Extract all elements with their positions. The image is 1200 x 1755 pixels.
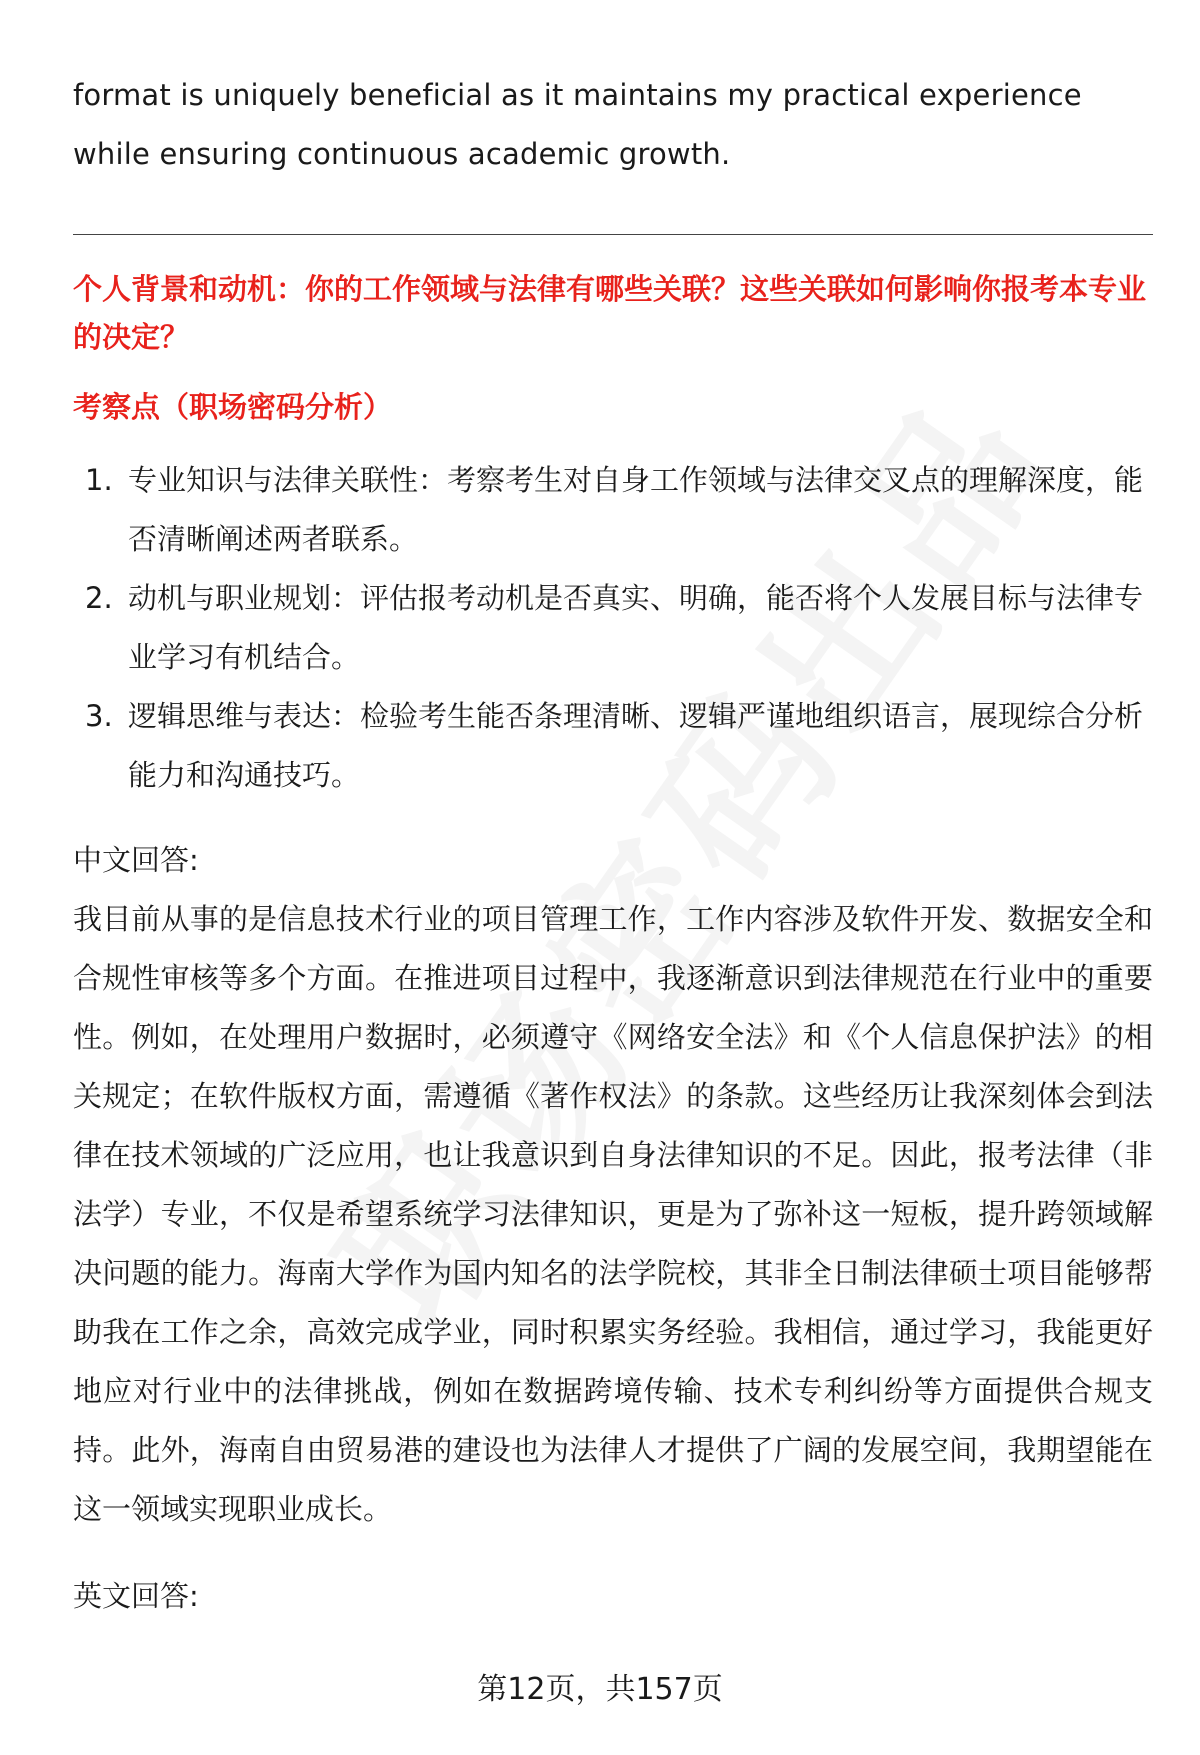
list-item-text: 专业知识与法律关联性：考察考生对自身工作领域与法律交叉点的理解深度，能否清晰阐述两者联系。 — [128, 463, 1144, 556]
list-item — [73, 451, 1153, 569]
list-item — [73, 569, 1153, 687]
list-item — [73, 687, 1153, 805]
list-item-text: 逻辑思维与表达：检验考生能否条理清晰、逻辑严谨地组织语言，展现综合分析能力和沟通技巧。 — [128, 699, 1144, 792]
chinese-answer-label: 中文回答: — [73, 843, 199, 877]
page-content — [73, 66, 1153, 1626]
list-item-number: 1. — [85, 463, 113, 497]
divider — [73, 234, 1153, 235]
points-list — [73, 451, 1153, 805]
english-answer-label: 英文回答: — [73, 1579, 199, 1613]
intro-paragraph: format is uniquely beneficial as it maintains my practical experience while ensuring continuous academic growth. — [73, 78, 1082, 171]
chinese-answer-body: 我目前从事的是信息技术行业的项目管理工作，工作内容涉及软件开发、数据安全和合规性审核等多个方面。在推进项目过程中，我逐渐意识到法律规范在行业中的重要性。例如，在处理用户数据时，必须遵守《网络安全法》和《个人信息保护法》的相关规定；在软件版权方面，需遵循《著作权法》的条款。这些经历让我深刻体会到法律在技术领域的广泛应用，也让我意识到自身法律知识的不足。因此，报考法律（非法学）专业，不仅是希望系统学习法律知识，更是为了弥补这一短板，提升跨领域解决问题的能力。海南大学作为国内知名的法学院校，其非全日制法律硕士项目能够帮助我在工作之余，高效完成学业，同时积累实务经验。我相信，通过学习，我能更好地应对行业中的法律挑战，例如在数据跨境传输、技术专利纠纷等方面提供合规支持。此外，海南自由贸易港的建设也为法律人才提供了广阔的发展空间，我期望能在这一领域实现职业成长。 — [73, 902, 1153, 1526]
page-number-footer: 第12页，共157页 — [477, 1672, 723, 1707]
list-item-text: 动机与职业规划：评估报考动机是否真实、明确，能否将个人发展目标与法律专业学习有机结合。 — [128, 581, 1144, 674]
list-item-number: 3. — [85, 699, 113, 733]
question-heading: 个人背景和动机：你的工作领域与法律有哪些关联？这些关联如何影响你报考本专业的决定？ — [73, 272, 1147, 354]
section-label: 考察点（职场密码分析） — [73, 390, 393, 424]
list-item-number: 2. — [85, 581, 113, 615]
